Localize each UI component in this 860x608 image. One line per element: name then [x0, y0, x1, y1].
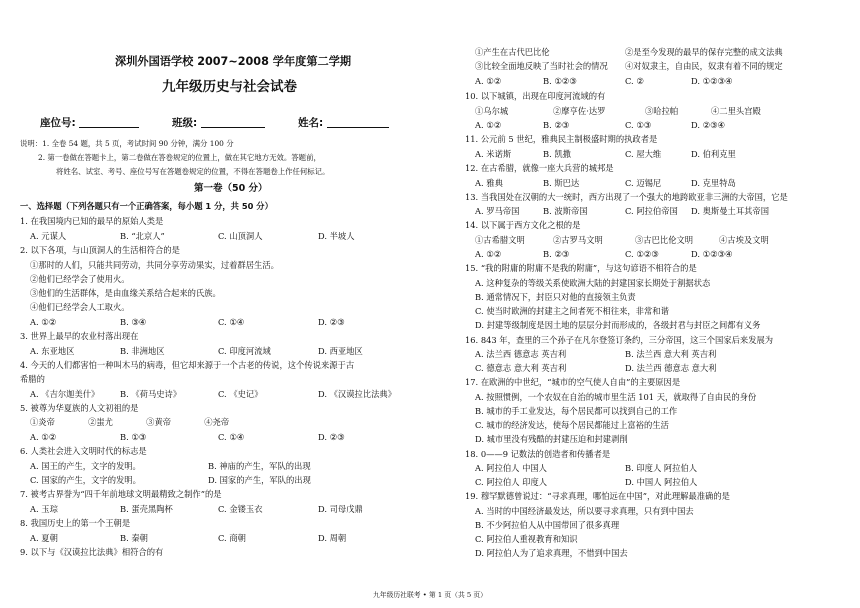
option-d: D. 奥斯曼土耳其帝国: [691, 206, 770, 216]
option-b: B. 非洲地区: [120, 346, 165, 356]
option-a: A. 米诺斯: [475, 149, 512, 159]
option-a: A. 这种复杂的等级关系使欧洲大陆的封建国家长期处于割据状态: [475, 278, 711, 288]
statement-item: ③比较全面地反映了当时社会的情况: [475, 61, 608, 71]
option-c: C. 《史记》: [218, 389, 263, 399]
seat-blank: [79, 117, 139, 128]
option-d: D. 西亚地区: [318, 346, 363, 356]
option-c: C. 国家的产生，文字的发明。: [30, 475, 141, 485]
statement-line: ①那时的人们，只能共同劳动，共同分享劳动果实，过着群居生活。: [30, 260, 279, 270]
option-c: C. ①④: [218, 317, 245, 327]
option-a: A. ①②: [30, 317, 57, 327]
option-c: C. 屋大维: [625, 149, 662, 159]
option-a: A. 阿拉伯人 中国人: [475, 463, 547, 473]
question-stem: 1. 在我国境内已知的最早的原始人类是: [20, 216, 164, 226]
option-a: A. ①②: [30, 432, 57, 442]
option-d: D. ①②③④: [691, 249, 733, 259]
option-a: A. 东亚地区: [30, 346, 75, 356]
option-d: D. 国家的产生，军队的出现: [208, 475, 311, 485]
option-d: D. ②③: [318, 317, 345, 327]
instruction-line-3: 将姓名、试室、考号、座位号写在答题卷规定的位置，不得在答题卷上作任何标记。: [56, 167, 330, 176]
question-stem: 3. 世界上最早的农业村落出现在: [20, 331, 139, 341]
option-a: A. 雅典: [475, 178, 503, 188]
option-d: D. 法兰西 德意志 意大利: [625, 363, 717, 373]
option-c: C. 城市的经济发达，使每个居民都能过上富裕的生活: [475, 420, 669, 430]
option-d: D. 伯利克里: [691, 149, 736, 159]
question-stem: 14. 以下属于西方文化之根的是: [465, 220, 581, 230]
option-c: C. 迈锡尼: [625, 178, 662, 188]
class-blank: [201, 117, 265, 128]
option-a: A. 罗马帝国: [475, 206, 520, 216]
option-c: C. 山顶洞人: [218, 231, 263, 241]
statement-item: ①产生在古代巴比伦: [475, 47, 550, 57]
option-b: B. 凯撒: [543, 149, 571, 159]
option-b: B. ②③: [543, 249, 570, 259]
option-c: C. 使当时欧洲的封建主之间者死不相往来，非常和谐: [475, 306, 669, 316]
option-a: A. 当时的中国经济最发达，所以要寻求真理，只有到中国去: [475, 506, 694, 516]
statement-item: ①古希腊文明: [475, 235, 525, 245]
question-stem: 17. 在欧洲的中世纪，“城市的空气使人自由”的主要原因是: [465, 377, 681, 387]
question-stem: 9. 以下与《汉谟拉比法典》相符合的有: [20, 547, 164, 557]
option-d: D. 《汉谟拉比法典》: [318, 389, 397, 399]
option-d: D. 中国人 阿拉伯人: [625, 477, 698, 487]
statement-item: ④二里头宫殿: [711, 106, 761, 116]
option-a: A. 《吉尔迦美什》: [30, 389, 100, 399]
option-d: D. 城市里没有残酷的封建压迫和封建剥削: [475, 434, 628, 444]
question-stem-continued: 希腊的: [20, 374, 45, 384]
question-stem: 7. 被考古界誉为“四千年前地球文明最精致之制作”的是: [20, 489, 222, 499]
question-stem: 12. 在古希腊，就像一座大兵营的城邦是: [465, 163, 614, 173]
option-b: B. 法兰西 意大利 英吉利: [625, 349, 717, 359]
question-stem: 16. 843 年，查里的三个孙子在凡尔登签订条约，三分帝国，这三个国家后来发展为: [465, 335, 774, 345]
option-d: D. 封建等级制度是因土地的层层分封而形成的，各级封君与封臣之间都有义务: [475, 320, 761, 330]
option-d: D. 半坡人: [318, 231, 355, 241]
option-a: A. 按照惯例，一个农奴在自治的城市里生活 101 天，就取得了自由民的身份: [475, 392, 757, 402]
instruction-line-1: 说明：1. 全卷 54 题，共 5 页，考试时间 90 分钟，满分 100 分: [20, 139, 234, 148]
option-c: C. ①③: [625, 120, 652, 130]
seat-label: 座位号:: [40, 117, 76, 129]
option-a: A. ①②: [475, 120, 502, 130]
option-a: A. 玉琮: [30, 504, 58, 514]
question-stem: 2. 以下各项，与山顶洞人的生活相符合的是: [20, 245, 180, 255]
option-c: C. 德意志 意大利 英吉利: [475, 363, 567, 373]
option-c: C. ①④: [218, 432, 245, 442]
option-b: B. 神庙的产生，军队的出现: [208, 461, 311, 471]
question-stem: 11. 公元前 5 世纪，雅典民主制极盛时期的执政者是: [465, 134, 658, 144]
question-stem: 10. 以下城镇，出现在印度河流域的有: [465, 91, 606, 101]
option-b: B. 印度人 阿拉伯人: [625, 463, 698, 473]
option-d: D. ①②③④: [691, 76, 733, 86]
seat-field: [40, 117, 139, 129]
statement-item: ②摩亨佐·达罗: [553, 106, 606, 116]
question-stem: 8. 我国历史上的第一个王朝是: [20, 518, 131, 528]
option-d: D. ②③④: [691, 120, 725, 130]
question-stem: 6. 人类社会进入文明时代的标志是: [20, 446, 147, 456]
option-b: B. 不少阿拉伯人从中国带回了很多真理: [475, 520, 620, 530]
option-a: A. 法兰西 德意志 英吉利: [475, 349, 567, 359]
option-b: B. “北京人”: [120, 231, 165, 241]
option-d: D. 克里特岛: [691, 178, 736, 188]
option-b: B. ②③: [543, 120, 570, 130]
page-footer: 九年级历社联考 • 第 1 页（共 5 页）: [373, 591, 487, 599]
option-a: A. 元谋人: [30, 231, 67, 241]
option-c: C. 商朝: [218, 533, 246, 543]
option-c: C. ①②③: [625, 249, 659, 259]
option-a: A. ①②: [475, 249, 502, 259]
question-stem: 18. 0——9 记数法的创造者和传播者是: [465, 449, 611, 459]
option-d: D. 阿拉伯人为了追求真理，不惜到中国去: [475, 548, 628, 558]
instruction-line-2: 2. 第一卷做在答题卡上，第二卷做在答卷规定的位置上，做在其它地方无效。答题前，: [38, 153, 321, 162]
class-field: [172, 117, 265, 129]
option-a: A. 夏朝: [30, 533, 58, 543]
statement-line: ④他们已经学会人工取火。: [30, 302, 130, 312]
option-d: D. ②③: [318, 432, 345, 442]
option-c: C. 阿拉伯人 印度人: [475, 477, 548, 487]
statement-item: ②古罗马文明: [553, 235, 603, 245]
statement-item: ③哈拉帕: [645, 106, 679, 116]
statement-line: ②他们已经学会了使用火。: [30, 274, 130, 284]
option-b: B. 城市的手工业发达，每个居民都可以找到自己的工作: [475, 406, 678, 416]
option-d: D. 司母戊鼎: [318, 504, 363, 514]
option-a: A. ①②: [475, 76, 502, 86]
statement-line: ①炎帝 ②蚩尤 ③黄帝 ④尧帝: [30, 417, 230, 427]
question-stem: 4. 今天的人们都害怕一种叫木马的病毒，但它却来源于一个古老的传说，这个传说来源于古: [20, 360, 355, 370]
question-stem: 13. 当我国处在汉朝的大一统时，西方出现了一个强大的地跨欧亚非三洲的大帝国，它是: [465, 192, 788, 202]
option-b: B. 蛋壳黑陶杯: [120, 504, 173, 514]
school-title: 深圳外国语学校 2007~2008 学年度第二学期: [115, 55, 352, 68]
statement-item: ②是至今发现的最早的保存完整的成文法典: [625, 47, 783, 57]
statement-line: ③他们的生活群体，是由血缘关系结合起来的氏族。: [30, 288, 221, 298]
option-b: B. 秦朝: [120, 533, 148, 543]
name-blank: [327, 117, 389, 128]
question-stem: 15. “我的附庸的附庸不是我的附庸”，与这句谚语不相符合的是: [465, 263, 697, 273]
statement-item: ④古埃及文明: [719, 235, 769, 245]
statement-item: ①乌尔城: [475, 106, 509, 116]
statement-item: ④对奴隶主，自由民，奴隶有着不同的规定: [625, 61, 783, 71]
section-title: 一、选择题（下列各题只有一个正确答案，每小题 1 分，共 50 分）: [20, 201, 273, 211]
option-b: B. ③④: [120, 317, 147, 327]
option-b: B. ①③: [120, 432, 147, 442]
name-field: [298, 117, 389, 129]
statement-item: ③古巴比伦文明: [635, 235, 694, 245]
exam-title: 九年级历史与社会试卷: [162, 79, 297, 95]
option-b: B. 波斯帝国: [543, 206, 588, 216]
part1-title: 第一卷（50 分）: [194, 183, 268, 194]
option-b: B. ①②③: [543, 76, 577, 86]
option-d: D. 周朝: [318, 533, 347, 543]
option-b: B. 斯巴达: [543, 178, 580, 188]
option-c: C. ②: [625, 76, 644, 86]
question-stem: 19. 穆罕默德曾说过：“寻求真理，哪怕远在中国”，对此理解最准确的是: [465, 491, 730, 501]
option-c: C. 阿拉伯帝国: [625, 206, 678, 216]
option-b: B. 通常情况下，封臣只对他的直接领主负责: [475, 292, 636, 302]
option-c: C. 金镂玉衣: [218, 504, 263, 514]
question-stem: 5. 被尊为华夏族的人文初祖的是: [20, 403, 139, 413]
option-c: C. 印度河流域: [218, 346, 271, 356]
option-a: A. 国王的产生，文字的发明。: [30, 461, 141, 471]
name-label: 姓名:: [298, 117, 324, 129]
option-c: C. 阿拉伯人重视教育和知识: [475, 534, 578, 544]
class-label: 班级:: [172, 117, 198, 129]
option-b: B. 《荷马史诗》: [120, 389, 182, 399]
